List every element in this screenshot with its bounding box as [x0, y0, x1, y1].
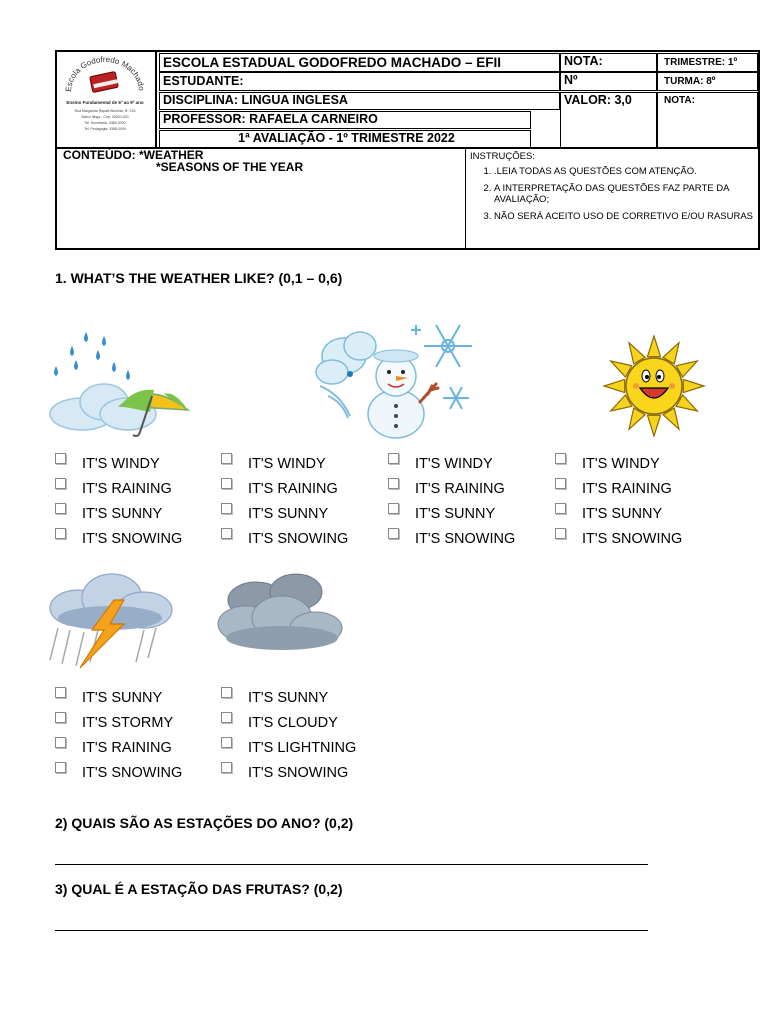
- option-label: IT'S WINDY: [248, 455, 326, 472]
- checkbox[interactable]: [221, 528, 232, 539]
- option-item[interactable]: [55, 710, 182, 735]
- option-label: IT'S SUNNY: [582, 505, 663, 522]
- option-label: IT'S RAINING: [82, 739, 172, 756]
- sun-ray: [647, 415, 660, 436]
- option-label: IT'S SNOWING: [248, 764, 349, 781]
- checkbox[interactable]: [55, 687, 66, 698]
- option-label: IT'S SUNNY: [82, 505, 163, 522]
- option-item[interactable]: [221, 685, 356, 710]
- valor-label: VALOR: 3,0: [560, 92, 657, 148]
- logo-line-4: Tel. Secretaria: 3368-0000: [84, 121, 126, 125]
- options-group-4: [555, 451, 682, 551]
- header-box: [55, 50, 760, 250]
- option-item[interactable]: [55, 476, 182, 501]
- instructions-title: INSTRUÇÕES:: [470, 151, 535, 162]
- checkbox[interactable]: [388, 503, 399, 514]
- checkbox[interactable]: [388, 478, 399, 489]
- instruction-item: 2. A INTERPRETAÇÃO DAS QUESTÕES FAZ PARTE DA AVALIAÇÃO;: [494, 183, 754, 205]
- assessment-label: 1ª AVALIAÇÃO - 1º TRIMESTRE 2022: [159, 130, 531, 148]
- instruction-item: 3. NÃO SERÁ ACEITO USO DE CORRETIVO E/OU RASURAS: [494, 211, 754, 222]
- option-item[interactable]: [221, 526, 348, 551]
- option-item[interactable]: [555, 476, 682, 501]
- question-2-title: 2) QUAIS SÃO AS ESTAÇÕES DO ANO? (0,2): [55, 815, 354, 831]
- turma-label: TURMA: 8º: [657, 72, 758, 91]
- option-label: IT'S SUNNY: [248, 505, 329, 522]
- answer-line-q3[interactable]: [55, 930, 648, 931]
- checkbox[interactable]: [555, 528, 566, 539]
- checkbox[interactable]: [555, 453, 566, 464]
- option-label: IT'S WINDY: [582, 455, 660, 472]
- option-item[interactable]: [388, 476, 515, 501]
- logo-line-2: Rua Margarida Rapalli Almeida, Nº 133: [74, 109, 136, 113]
- rain-umbrella-icon: [44, 328, 192, 440]
- instructions-box: [465, 148, 758, 248]
- logo-arc-text: Escola Godofredo Machado: [63, 54, 147, 93]
- option-label: IT'S SNOWING: [415, 530, 516, 547]
- teacher-label: PROFESSOR: RAFAELA CARNEIRO: [159, 111, 531, 129]
- option-item[interactable]: [555, 451, 682, 476]
- option-label: IT'S SUNNY: [248, 689, 329, 706]
- instructions-list: [470, 166, 754, 222]
- option-label: IT'S RAINING: [415, 480, 505, 497]
- option-label: IT'S RAINING: [582, 480, 672, 497]
- option-item[interactable]: [55, 685, 182, 710]
- checkbox[interactable]: [221, 687, 232, 698]
- option-label: IT'S SNOWING: [582, 530, 683, 547]
- sun-ray: [604, 379, 625, 392]
- checkbox[interactable]: [555, 478, 566, 489]
- options-group-2: [221, 451, 348, 551]
- options-group-5: [55, 685, 182, 785]
- option-item[interactable]: [388, 451, 515, 476]
- option-item[interactable]: [388, 501, 515, 526]
- option-label: IT'S SNOWING: [248, 530, 349, 547]
- option-item[interactable]: [221, 451, 348, 476]
- school-logo: [57, 52, 157, 148]
- answer-line-q2[interactable]: [55, 864, 648, 865]
- logo-line-1: Ensino Fundamental de 6º ao 9º ano: [66, 100, 144, 105]
- nota-field[interactable]: NOTA:: [560, 53, 657, 72]
- checkbox[interactable]: [55, 712, 66, 723]
- option-label: IT'S RAINING: [82, 480, 172, 497]
- checkbox[interactable]: [388, 528, 399, 539]
- options-group-1: [55, 451, 182, 551]
- dark-clouds-icon: [216, 570, 344, 658]
- checkbox[interactable]: [55, 503, 66, 514]
- conteudo-line-2: *SEASONS OF THE YEAR: [156, 160, 304, 174]
- checkbox[interactable]: [55, 762, 66, 773]
- checkbox[interactable]: [221, 712, 232, 723]
- options-group-6: [221, 685, 356, 785]
- option-item[interactable]: [221, 501, 348, 526]
- checkbox[interactable]: [221, 762, 232, 773]
- checkbox[interactable]: [388, 453, 399, 464]
- option-item[interactable]: [221, 735, 356, 760]
- option-label: IT'S WINDY: [415, 455, 493, 472]
- student-field[interactable]: ESTUDANTE:: [159, 72, 560, 91]
- logo-line-3: Bairro Itinga - Cep: 00000-000: [81, 115, 129, 119]
- nota2-field[interactable]: NOTA:: [657, 92, 758, 148]
- question-3-title: 3) QUAL É A ESTAÇÃO DAS FRUTAS? (0,2): [55, 881, 343, 897]
- option-item[interactable]: [555, 526, 682, 551]
- checkbox[interactable]: [555, 503, 566, 514]
- conteudo-block: [63, 149, 303, 173]
- option-item[interactable]: [55, 760, 182, 785]
- option-label: IT'S STORMY: [82, 714, 174, 731]
- subject-label: DISCIPLINA: LINGUA INGLESA: [159, 92, 560, 110]
- option-item[interactable]: [55, 526, 182, 551]
- option-item[interactable]: [55, 501, 182, 526]
- option-label: IT'S SUNNY: [82, 689, 163, 706]
- checkbox[interactable]: [221, 453, 232, 464]
- checkbox[interactable]: [55, 453, 66, 464]
- question-1-title: 1. WHAT’S THE WEATHER LIKE? (0,1 – 0,6): [55, 270, 343, 286]
- checkbox[interactable]: [221, 478, 232, 489]
- option-label: IT'S SNOWING: [82, 530, 183, 547]
- option-item[interactable]: [555, 501, 682, 526]
- logo-line-5: Tel. Pedagogia: 3368-0000: [84, 127, 126, 131]
- conteudo-line-1: CONTEÚDO: *WEATHER: [63, 148, 204, 162]
- school-name: ESCOLA ESTADUAL GODOFREDO MACHADO – EFII: [159, 53, 560, 72]
- checkbox[interactable]: [221, 737, 232, 748]
- numero-field[interactable]: Nº: [560, 72, 657, 91]
- trimestre-label: TRIMESTRE: 1º: [657, 53, 758, 72]
- checkbox[interactable]: [55, 478, 66, 489]
- option-item[interactable]: [221, 760, 356, 785]
- option-item[interactable]: [55, 451, 182, 476]
- option-label: IT'S RAINING: [248, 480, 338, 497]
- option-label: IT'S LIGHTNING: [248, 739, 357, 756]
- storm-lightning-icon: [44, 570, 176, 670]
- sun-ray: [683, 379, 704, 392]
- option-label: IT'S SUNNY: [415, 505, 496, 522]
- sun-face-icon: [590, 334, 720, 440]
- option-item[interactable]: [221, 710, 356, 735]
- option-item[interactable]: [221, 476, 348, 501]
- option-label: IT'S SNOWING: [82, 764, 183, 781]
- checkbox[interactable]: [221, 503, 232, 514]
- snowman-snow-icon: [310, 316, 480, 440]
- checkbox[interactable]: [55, 528, 66, 539]
- options-group-3: [388, 451, 515, 551]
- instruction-item: 1. .LEIA TODAS AS QUESTÕES COM ATENÇÃO.: [494, 166, 754, 177]
- option-label: IT'S WINDY: [82, 455, 160, 472]
- option-item[interactable]: [55, 735, 182, 760]
- option-label: IT'S CLOUDY: [248, 714, 338, 731]
- sun-ray: [647, 336, 660, 357]
- checkbox[interactable]: [55, 737, 66, 748]
- school-logo-icon: [57, 52, 153, 146]
- option-item[interactable]: [388, 526, 515, 551]
